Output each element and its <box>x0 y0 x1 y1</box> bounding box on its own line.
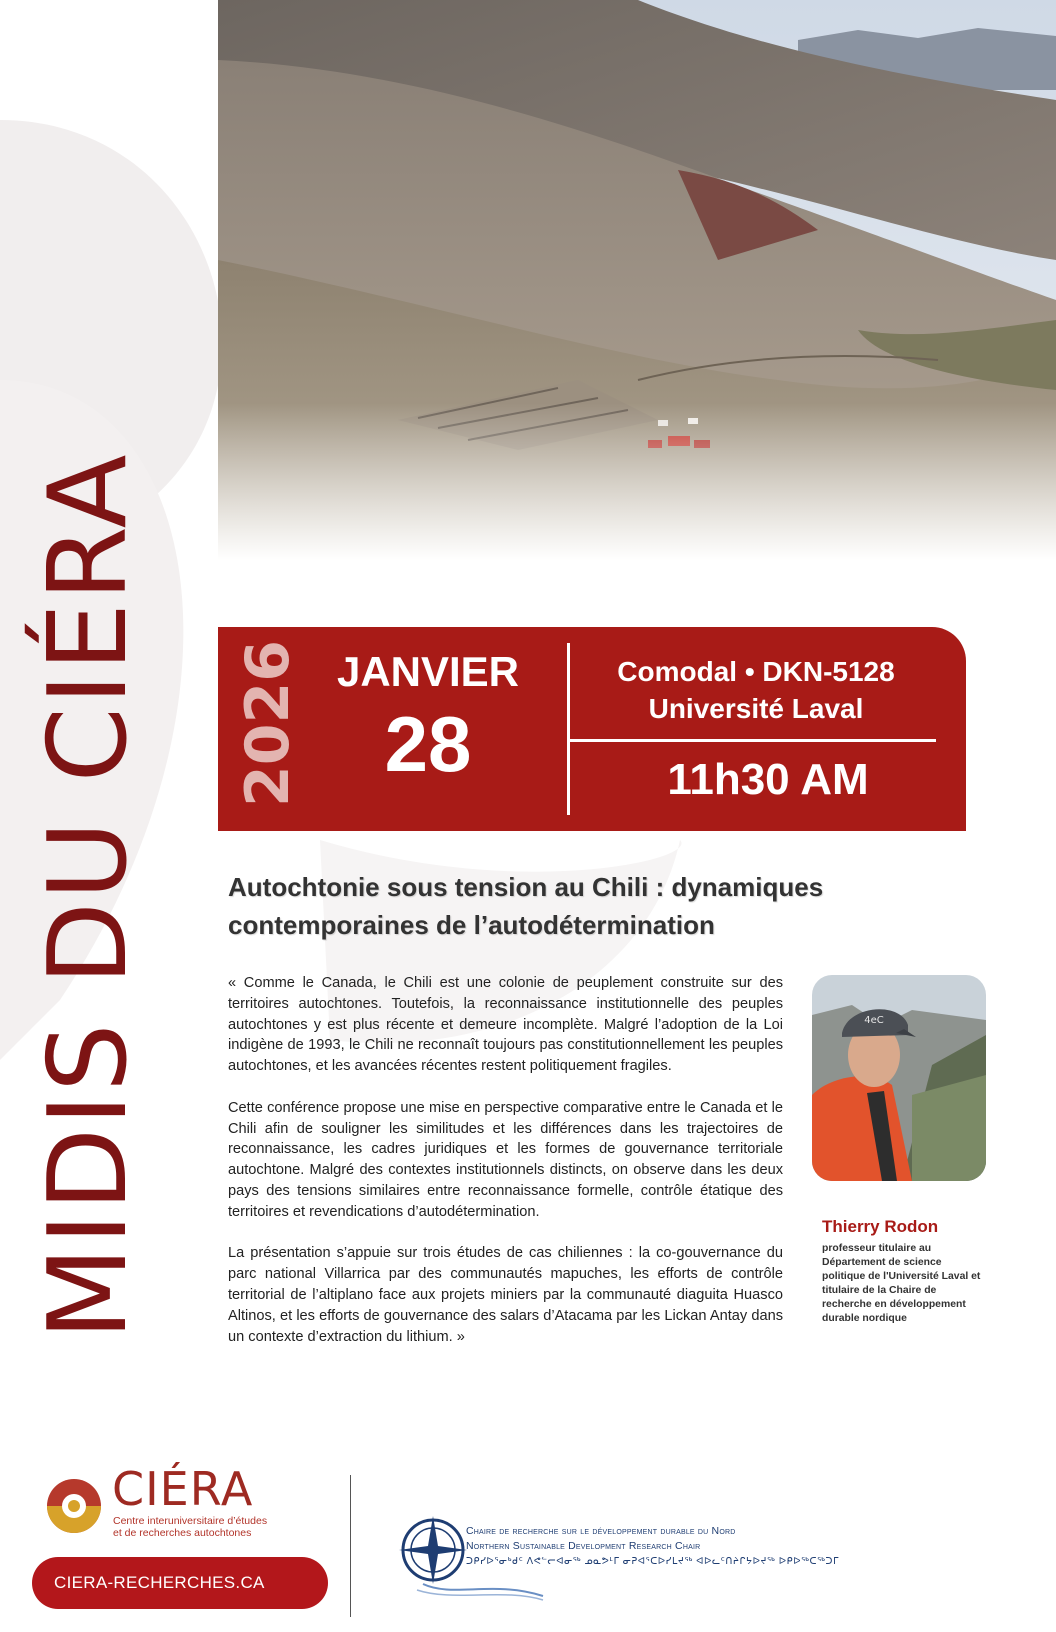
speaker-name: Thierry Rodon <box>822 1217 939 1236</box>
event-time: 11h30 AM <box>667 755 869 804</box>
talk-title-line1: Autochtonie sous tension au Chili : dynamiques <box>228 872 824 902</box>
ciera-tagline-line1: Centre interuniversitaire d’études <box>113 1515 268 1527</box>
chair-name-english: Northern Sustainable Development Research Chair <box>466 1540 701 1552</box>
talk-abstract <box>228 973 783 1368</box>
speaker-photo <box>812 975 986 1181</box>
series-title: MIDIS DU CIÉRA <box>26 452 151 1340</box>
speaker-bio: professeur titulaire au Département de science politique de l'Université Laval et titulaire de la Chaire de recherche en développement durable nordique <box>822 1243 981 1324</box>
ciera-tagline <box>113 1515 267 1539</box>
event-banner <box>218 627 966 831</box>
event-year: 2026 <box>233 640 303 807</box>
abstract-paragraph: Cette conférence propose une mise en perspective comparative entre le Canada et le Chili afin de souligner les similitudes et les différences dans les trajectoires de reconnaissance, les cadres juridiques et les formes de gouvernance territoriale autochtone. Malgré des contextes institutionnels distincts, on observe dans les deux pays des tensions similaires entre reconnaissance formelle, contrôle étatique des territoires et revendications d’autodétermination. <box>228 1099 783 1220</box>
event-month: JANVIER <box>336 648 520 695</box>
talk-title-line2: contemporaines de l’autodétermination <box>228 910 715 940</box>
ciera-tagline-line2: et de recherches autochtones <box>113 1527 252 1539</box>
event-location <box>578 653 934 727</box>
ciera-name: CIÉRA <box>112 1462 254 1516</box>
abstract-paragraph: La présentation s’appuie sur trois études de cas chiliennes : la co-gouvernance du parc national Villarrica par des communautés mapuches, les efforts de contrôle territorial de l’altiplano face aux projets miniers par la communauté diaguita Huasco Altinos, et les efforts de gouvernance des salars d’Atacama par les Lickan Antay dans un contexte d’extraction du lithium. » <box>228 1245 783 1345</box>
chair-name-french: Chaire de recherche sur le développement durable du Nord <box>466 1525 736 1537</box>
event-day: 28 <box>384 700 472 788</box>
banner-horizontal-divider <box>570 739 936 742</box>
talk-title <box>228 868 868 944</box>
footer-divider <box>350 1475 351 1617</box>
location-line1: Comodal • DKN-5128 <box>617 656 895 687</box>
banner-vertical-divider <box>567 643 570 815</box>
cap-logo: 4eC <box>864 1015 884 1026</box>
location-line2: Université Laval <box>648 693 864 724</box>
hero-landscape-photo <box>218 0 1056 560</box>
website-link-button[interactable]: CIERA-RECHERCHES.CA <box>32 1557 328 1609</box>
chair-name-inuktitut: ᑐᑭᓯᐅᕐᓂᒃᑯᑦ ᐱᕙᓪᓕᐊᓂᖅ ᓄᓇᕗᒻᒥ ᓂᕈᐊᕐᑕᐅᓯᒪᔪᖅ ᐊᐅᓚᑦᑎᔨᒋᔭᐅᔪᖅ ᐅᑭᐅᖅᑕᖅᑐᒥ <box>466 1556 839 1567</box>
abstract-paragraph: « Comme le Canada, le Chili est une colonie de peuplement construite sur des territoires autochtones. Toutefois, la reconnaissance institutionnelle des peuples autochtones y est plus récente et demeure incomplète. Malgré l’adoption de la Loi indigène de 1993, le Chili ne reconnaît toujours pas constitutionnellement les peuples autochtones, et les avancées récentes restent politiquement fragiles. <box>228 975 783 1075</box>
